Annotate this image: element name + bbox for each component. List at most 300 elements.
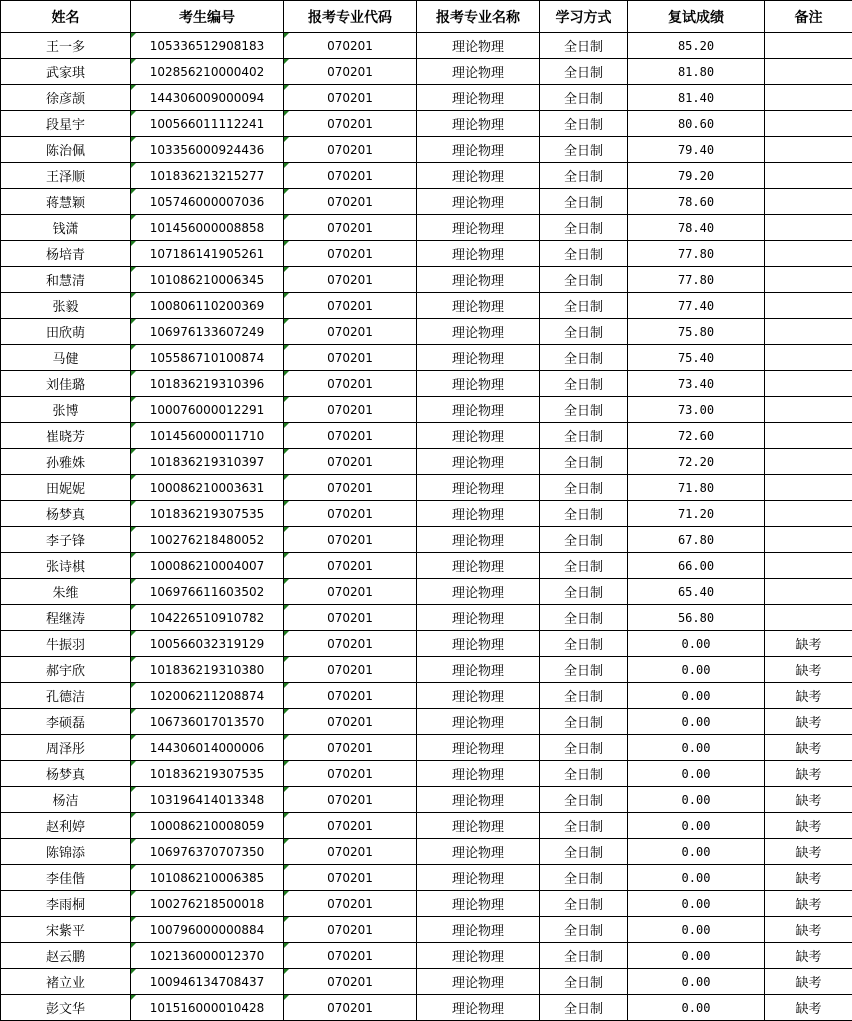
cell-candidate-id: 101516000010428 — [131, 995, 284, 1021]
cell-note: 缺考 — [765, 891, 852, 917]
cell-note: 缺考 — [765, 917, 852, 943]
cell-candidate-id: 106976611603502 — [131, 579, 284, 605]
cell-major-code: 070201 — [284, 813, 417, 839]
cell-retest-score: 72.20 — [628, 449, 765, 475]
header-major-name: 报考专业名称 — [417, 1, 540, 33]
table-row — [1, 33, 852, 59]
cell-retest-score: 79.20 — [628, 163, 765, 189]
cell-note: 缺考 — [765, 787, 852, 813]
table-row — [1, 449, 852, 475]
cell-major-name: 理论物理 — [417, 709, 540, 735]
cell-note — [765, 527, 852, 553]
table-row — [1, 293, 852, 319]
cell-note — [765, 397, 852, 423]
cell-candidate-id: 144306009000094 — [131, 85, 284, 111]
cell-study-mode: 全日制 — [540, 33, 628, 59]
cell-major-name: 理论物理 — [417, 761, 540, 787]
cell-retest-score: 78.40 — [628, 215, 765, 241]
table-row — [1, 319, 852, 345]
cell-retest-score: 73.40 — [628, 371, 765, 397]
cell-name: 刘佳璐 — [1, 371, 131, 397]
cell-retest-score: 67.80 — [628, 527, 765, 553]
cell-retest-score: 85.20 — [628, 33, 765, 59]
cell-major-name: 理论物理 — [417, 657, 540, 683]
cell-retest-score: 73.00 — [628, 397, 765, 423]
cell-retest-score: 0.00 — [628, 917, 765, 943]
cell-major-code: 070201 — [284, 995, 417, 1021]
cell-major-code: 070201 — [284, 735, 417, 761]
cell-major-code: 070201 — [284, 267, 417, 293]
cell-study-mode: 全日制 — [540, 891, 628, 917]
cell-study-mode: 全日制 — [540, 709, 628, 735]
cell-major-code: 070201 — [284, 943, 417, 969]
cell-study-mode: 全日制 — [540, 241, 628, 267]
cell-study-mode: 全日制 — [540, 969, 628, 995]
cell-major-code: 070201 — [284, 527, 417, 553]
cell-retest-score: 0.00 — [628, 943, 765, 969]
cell-name: 孔德洁 — [1, 683, 131, 709]
cell-name: 杨培青 — [1, 241, 131, 267]
cell-study-mode: 全日制 — [540, 527, 628, 553]
cell-major-name: 理论物理 — [417, 579, 540, 605]
cell-study-mode: 全日制 — [540, 839, 628, 865]
cell-name: 武家琪 — [1, 59, 131, 85]
cell-retest-score: 81.40 — [628, 85, 765, 111]
cell-candidate-id: 101456000011710 — [131, 423, 284, 449]
cell-name: 李硕磊 — [1, 709, 131, 735]
cell-study-mode: 全日制 — [540, 267, 628, 293]
cell-retest-score: 0.00 — [628, 631, 765, 657]
cell-major-code: 070201 — [284, 631, 417, 657]
cell-retest-score: 0.00 — [628, 761, 765, 787]
cell-study-mode: 全日制 — [540, 683, 628, 709]
cell-note — [765, 501, 852, 527]
table-row — [1, 839, 852, 865]
header-study-mode: 学习方式 — [540, 1, 628, 33]
cell-major-name: 理论物理 — [417, 137, 540, 163]
table-row — [1, 241, 852, 267]
cell-name: 褚立业 — [1, 969, 131, 995]
cell-candidate-id: 101086210006345 — [131, 267, 284, 293]
cell-name: 段星宇 — [1, 111, 131, 137]
cell-major-code: 070201 — [284, 657, 417, 683]
cell-candidate-id: 100566011112241 — [131, 111, 284, 137]
cell-study-mode: 全日制 — [540, 579, 628, 605]
cell-candidate-id: 101836219310396 — [131, 371, 284, 397]
cell-major-name: 理论物理 — [417, 449, 540, 475]
cell-candidate-id: 101836219310380 — [131, 657, 284, 683]
cell-study-mode: 全日制 — [540, 943, 628, 969]
cell-candidate-id: 103196414013348 — [131, 787, 284, 813]
cell-major-code: 070201 — [284, 33, 417, 59]
cell-note — [765, 59, 852, 85]
cell-retest-score: 80.60 — [628, 111, 765, 137]
cell-candidate-id: 102136000012370 — [131, 943, 284, 969]
table-row — [1, 267, 852, 293]
cell-study-mode: 全日制 — [540, 293, 628, 319]
cell-retest-score: 77.40 — [628, 293, 765, 319]
cell-study-mode: 全日制 — [540, 605, 628, 631]
cell-retest-score: 0.00 — [628, 865, 765, 891]
cell-major-code: 070201 — [284, 319, 417, 345]
cell-major-name: 理论物理 — [417, 241, 540, 267]
table-row — [1, 163, 852, 189]
cell-major-code: 070201 — [284, 501, 417, 527]
cell-candidate-id: 100086210004007 — [131, 553, 284, 579]
cell-candidate-id: 106976370707350 — [131, 839, 284, 865]
cell-major-code: 070201 — [284, 85, 417, 111]
cell-study-mode: 全日制 — [540, 137, 628, 163]
table-row — [1, 891, 852, 917]
table-row — [1, 943, 852, 969]
table-body — [1, 33, 852, 1021]
cell-study-mode: 全日制 — [540, 735, 628, 761]
cell-major-name: 理论物理 — [417, 319, 540, 345]
table-row — [1, 345, 852, 371]
cell-major-code: 070201 — [284, 423, 417, 449]
cell-retest-score: 77.80 — [628, 267, 765, 293]
cell-major-code: 070201 — [284, 189, 417, 215]
cell-major-name: 理论物理 — [417, 163, 540, 189]
cell-name: 田妮妮 — [1, 475, 131, 501]
cell-name: 朱维 — [1, 579, 131, 605]
cell-name: 杨梦真 — [1, 761, 131, 787]
cell-name: 赵利婷 — [1, 813, 131, 839]
cell-major-code: 070201 — [284, 215, 417, 241]
cell-name: 王一多 — [1, 33, 131, 59]
cell-retest-score: 0.00 — [628, 969, 765, 995]
cell-study-mode: 全日制 — [540, 85, 628, 111]
cell-major-name: 理论物理 — [417, 865, 540, 891]
cell-retest-score: 0.00 — [628, 787, 765, 813]
cell-major-code: 070201 — [284, 137, 417, 163]
cell-major-name: 理论物理 — [417, 501, 540, 527]
table-row — [1, 397, 852, 423]
cell-major-code: 070201 — [284, 969, 417, 995]
table-row — [1, 761, 852, 787]
cell-candidate-id: 100796000000884 — [131, 917, 284, 943]
cell-name: 崔晓芳 — [1, 423, 131, 449]
cell-candidate-id: 106976133607249 — [131, 319, 284, 345]
cell-name: 张博 — [1, 397, 131, 423]
cell-major-name: 理论物理 — [417, 85, 540, 111]
cell-note: 缺考 — [765, 839, 852, 865]
cell-retest-score: 0.00 — [628, 839, 765, 865]
cell-major-code: 070201 — [284, 449, 417, 475]
table-row — [1, 137, 852, 163]
cell-study-mode: 全日制 — [540, 111, 628, 137]
table-row — [1, 657, 852, 683]
cell-retest-score: 79.40 — [628, 137, 765, 163]
cell-major-name: 理论物理 — [417, 423, 540, 449]
cell-note: 缺考 — [765, 943, 852, 969]
table-row — [1, 501, 852, 527]
cell-name: 和慧清 — [1, 267, 131, 293]
cell-name: 马健 — [1, 345, 131, 371]
cell-study-mode: 全日制 — [540, 59, 628, 85]
cell-note — [765, 293, 852, 319]
cell-major-name: 理论物理 — [417, 293, 540, 319]
cell-candidate-id: 101086210006385 — [131, 865, 284, 891]
table-row — [1, 189, 852, 215]
cell-major-code: 070201 — [284, 345, 417, 371]
cell-major-name: 理论物理 — [417, 683, 540, 709]
table-row — [1, 475, 852, 501]
cell-candidate-id: 100566032319129 — [131, 631, 284, 657]
cell-major-code: 070201 — [284, 761, 417, 787]
cell-major-name: 理论物理 — [417, 111, 540, 137]
cell-retest-score: 75.80 — [628, 319, 765, 345]
cell-retest-score: 72.60 — [628, 423, 765, 449]
cell-major-name: 理论物理 — [417, 813, 540, 839]
table-row — [1, 631, 852, 657]
cell-major-code: 070201 — [284, 59, 417, 85]
cell-retest-score: 0.00 — [628, 709, 765, 735]
cell-name: 蒋慧颖 — [1, 189, 131, 215]
cell-study-mode: 全日制 — [540, 371, 628, 397]
table-row — [1, 111, 852, 137]
cell-study-mode: 全日制 — [540, 631, 628, 657]
table-row — [1, 59, 852, 85]
cell-note: 缺考 — [765, 865, 852, 891]
cell-study-mode: 全日制 — [540, 319, 628, 345]
cell-candidate-id: 101836219310397 — [131, 449, 284, 475]
cell-study-mode: 全日制 — [540, 189, 628, 215]
cell-study-mode: 全日制 — [540, 501, 628, 527]
cell-candidate-id: 101836213215277 — [131, 163, 284, 189]
cell-candidate-id: 105746000007036 — [131, 189, 284, 215]
cell-retest-score: 75.40 — [628, 345, 765, 371]
cell-study-mode: 全日制 — [540, 475, 628, 501]
cell-candidate-id: 100086210003631 — [131, 475, 284, 501]
cell-name: 周泽彤 — [1, 735, 131, 761]
cell-name: 牛振羽 — [1, 631, 131, 657]
cell-major-name: 理论物理 — [417, 59, 540, 85]
cell-study-mode: 全日制 — [540, 345, 628, 371]
cell-candidate-id: 144306014000006 — [131, 735, 284, 761]
cell-note — [765, 137, 852, 163]
table-row — [1, 527, 852, 553]
cell-note — [765, 267, 852, 293]
table-row — [1, 371, 852, 397]
table-row — [1, 605, 852, 631]
header-major-code: 报考专业代码 — [284, 1, 417, 33]
cell-note: 缺考 — [765, 683, 852, 709]
cell-retest-score: 71.80 — [628, 475, 765, 501]
cell-note — [765, 189, 852, 215]
cell-major-code: 070201 — [284, 163, 417, 189]
table-row — [1, 969, 852, 995]
table-row — [1, 995, 852, 1021]
cell-major-code: 070201 — [284, 605, 417, 631]
cell-candidate-id: 104226510910782 — [131, 605, 284, 631]
cell-major-name: 理论物理 — [417, 527, 540, 553]
cell-major-name: 理论物理 — [417, 189, 540, 215]
cell-major-name: 理论物理 — [417, 33, 540, 59]
cell-retest-score: 81.80 — [628, 59, 765, 85]
cell-study-mode: 全日制 — [540, 761, 628, 787]
cell-major-code: 070201 — [284, 839, 417, 865]
cell-major-code: 070201 — [284, 553, 417, 579]
cell-candidate-id: 106736017013570 — [131, 709, 284, 735]
cell-retest-score: 0.00 — [628, 657, 765, 683]
cell-study-mode: 全日制 — [540, 553, 628, 579]
cell-major-name: 理论物理 — [417, 475, 540, 501]
cell-candidate-id: 107186141905261 — [131, 241, 284, 267]
cell-study-mode: 全日制 — [540, 865, 628, 891]
cell-name: 赵云鹏 — [1, 943, 131, 969]
cell-major-name: 理论物理 — [417, 943, 540, 969]
cell-note — [765, 319, 852, 345]
table-row — [1, 683, 852, 709]
table-row — [1, 735, 852, 761]
cell-candidate-id: 101836219307535 — [131, 761, 284, 787]
cell-retest-score: 77.80 — [628, 241, 765, 267]
table-row — [1, 787, 852, 813]
cell-candidate-id: 102006211208874 — [131, 683, 284, 709]
header-name: 姓名 — [1, 1, 131, 33]
cell-major-name: 理论物理 — [417, 605, 540, 631]
cell-retest-score: 66.00 — [628, 553, 765, 579]
header-retest-score: 复试成绩 — [628, 1, 765, 33]
cell-candidate-id: 100276218480052 — [131, 527, 284, 553]
cell-candidate-id: 105586710100874 — [131, 345, 284, 371]
cell-note — [765, 163, 852, 189]
cell-retest-score: 0.00 — [628, 891, 765, 917]
cell-note: 缺考 — [765, 631, 852, 657]
cell-study-mode: 全日制 — [540, 449, 628, 475]
cell-note — [765, 85, 852, 111]
cell-note — [765, 345, 852, 371]
cell-note: 缺考 — [765, 709, 852, 735]
cell-candidate-id: 101836219307535 — [131, 501, 284, 527]
table-row — [1, 423, 852, 449]
table-row — [1, 579, 852, 605]
cell-candidate-id: 101456000008858 — [131, 215, 284, 241]
cell-candidate-id: 103356000924436 — [131, 137, 284, 163]
cell-major-name: 理论物理 — [417, 397, 540, 423]
cell-name: 徐彦颉 — [1, 85, 131, 111]
cell-name: 李子锋 — [1, 527, 131, 553]
cell-study-mode: 全日制 — [540, 163, 628, 189]
cell-retest-score: 78.60 — [628, 189, 765, 215]
cell-name: 陈治佩 — [1, 137, 131, 163]
cell-major-code: 070201 — [284, 293, 417, 319]
cell-name: 杨梦真 — [1, 501, 131, 527]
cell-major-name: 理论物理 — [417, 917, 540, 943]
table-row — [1, 215, 852, 241]
table-row — [1, 85, 852, 111]
cell-name: 杨洁 — [1, 787, 131, 813]
cell-note — [765, 241, 852, 267]
cell-note — [765, 579, 852, 605]
cell-name: 张诗棋 — [1, 553, 131, 579]
table-row — [1, 917, 852, 943]
cell-major-code: 070201 — [284, 475, 417, 501]
cell-candidate-id: 100276218500018 — [131, 891, 284, 917]
cell-name: 陈锦添 — [1, 839, 131, 865]
cell-study-mode: 全日制 — [540, 215, 628, 241]
cell-retest-score: 71.20 — [628, 501, 765, 527]
cell-note: 缺考 — [765, 657, 852, 683]
cell-major-name: 理论物理 — [417, 891, 540, 917]
cell-note — [765, 475, 852, 501]
table-row — [1, 813, 852, 839]
cell-name: 王泽顺 — [1, 163, 131, 189]
cell-note — [765, 215, 852, 241]
cell-major-code: 070201 — [284, 241, 417, 267]
cell-major-name: 理论物理 — [417, 345, 540, 371]
cell-candidate-id: 100086210008059 — [131, 813, 284, 839]
cell-major-name: 理论物理 — [417, 553, 540, 579]
cell-study-mode: 全日制 — [540, 397, 628, 423]
cell-name: 张毅 — [1, 293, 131, 319]
cell-major-name: 理论物理 — [417, 735, 540, 761]
cell-major-code: 070201 — [284, 787, 417, 813]
cell-major-name: 理论物理 — [417, 267, 540, 293]
cell-major-name: 理论物理 — [417, 995, 540, 1021]
cell-major-code: 070201 — [284, 917, 417, 943]
cell-major-code: 070201 — [284, 709, 417, 735]
cell-study-mode: 全日制 — [540, 787, 628, 813]
cell-study-mode: 全日制 — [540, 423, 628, 449]
cell-major-name: 理论物理 — [417, 839, 540, 865]
cell-name: 钱潇 — [1, 215, 131, 241]
cell-major-code: 070201 — [284, 371, 417, 397]
header-row — [1, 1, 852, 33]
cell-note — [765, 553, 852, 579]
cell-study-mode: 全日制 — [540, 917, 628, 943]
cell-name: 程继涛 — [1, 605, 131, 631]
cell-retest-score: 65.40 — [628, 579, 765, 605]
cell-note — [765, 423, 852, 449]
cell-name: 彭文华 — [1, 995, 131, 1021]
cell-name: 郝宇欣 — [1, 657, 131, 683]
header-note: 备注 — [765, 1, 852, 33]
cell-major-code: 070201 — [284, 683, 417, 709]
cell-major-name: 理论物理 — [417, 371, 540, 397]
table-row — [1, 553, 852, 579]
cell-note — [765, 605, 852, 631]
cell-candidate-id: 100806110200369 — [131, 293, 284, 319]
cell-candidate-id: 100946134708437 — [131, 969, 284, 995]
cell-candidate-id: 102856210000402 — [131, 59, 284, 85]
cell-note: 缺考 — [765, 995, 852, 1021]
cell-major-name: 理论物理 — [417, 631, 540, 657]
cell-candidate-id: 100076000012291 — [131, 397, 284, 423]
cell-major-code: 070201 — [284, 579, 417, 605]
cell-candidate-id: 105336512908183 — [131, 33, 284, 59]
cell-retest-score: 0.00 — [628, 735, 765, 761]
cell-study-mode: 全日制 — [540, 995, 628, 1021]
cell-name: 李佳偕 — [1, 865, 131, 891]
cell-major-code: 070201 — [284, 865, 417, 891]
table-row — [1, 865, 852, 891]
cell-name: 孙雅姝 — [1, 449, 131, 475]
cell-note — [765, 449, 852, 475]
cell-study-mode: 全日制 — [540, 813, 628, 839]
cell-note — [765, 371, 852, 397]
cell-name: 李雨桐 — [1, 891, 131, 917]
cell-note: 缺考 — [765, 813, 852, 839]
cell-note — [765, 33, 852, 59]
cell-major-code: 070201 — [284, 891, 417, 917]
cell-name: 田欣萌 — [1, 319, 131, 345]
cell-study-mode: 全日制 — [540, 657, 628, 683]
cell-retest-score: 0.00 — [628, 995, 765, 1021]
cell-note: 缺考 — [765, 761, 852, 787]
header-candidate-id: 考生编号 — [131, 1, 284, 33]
